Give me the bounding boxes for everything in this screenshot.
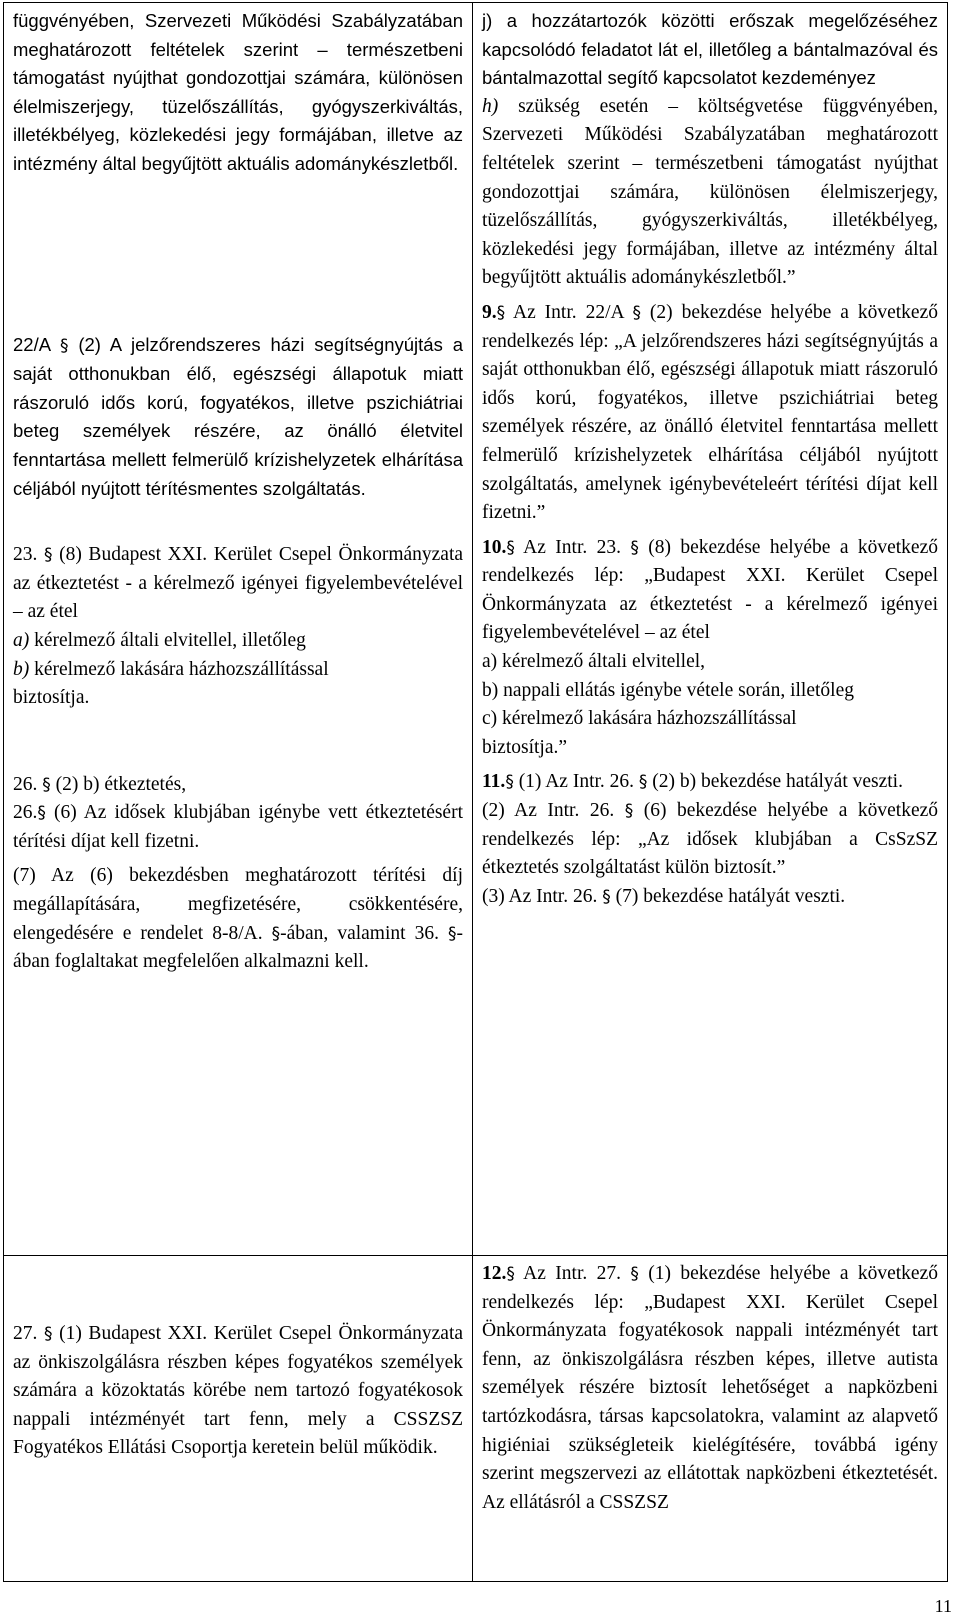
left-column-cell — [4, 1256, 473, 1582]
right-paragraph-11-1: 11.§ (1) Az Intr. 26. § (2) b) bekezdése hatályát veszti. — [482, 771, 903, 793]
right-list-item-a: a) kérelmező általi elvitellel, — [482, 651, 706, 673]
left-paragraph-23-end: biztosítja. — [13, 687, 90, 709]
table-row — [4, 1256, 948, 1582]
right-column-cell — [473, 1256, 948, 1582]
right-paragraph-10-end: biztosítja.” — [482, 736, 568, 758]
left-paragraph-26-7: (7) Az (6) bekezdésben meghatározott térítési díj megállapítására, megfizetésére, csökkentésére, elengedésére e rendelet 8-8/A. §-ában, valamint 36. §-ában foglaltakat megfelelően alkalmazni kell. — [13, 865, 463, 973]
comparison-table — [3, 2, 948, 1582]
right-paragraph-12: 12.§ Az Intr. 27. § (1) bekezdése helyébe a következő rendelkezés lép: „Budapest XXI. Kerület Csepel Önkormányzata fogyatékosok nappali intézményét tart fenn, az önkiszolgálásra részben képes, illetve autista személyek részére biztosít lehetőséget a napközbeni tartózkodásra, társas kapcsolatokra, valamint az alapvető higiéniai szükségleteik kielégítésére, továbbá igény szerint megszervezi az ellátottak napközbeni étkeztetését. Az ellátásról a CSSZSZ — [482, 1263, 938, 1513]
right-paragraph-9: 9.§ Az Intr. 22/A § (2) bekezdése helyébe a következő rendelkezés lép: „A jelzőrendszeres házi segítségnyújtás a saját otthonukban élő, egészségi állapotuk miatt rászoruló idős korú, fogyatékos, illetve pszichiátriai beteg személyek részére, az önálló életvitel fenntartása mellett felmerülő krízishelyzetek elhárítása céljából nyújtott szolgáltatás, amelynek igénybevételeért térítési díjat kell fizetni.” — [482, 301, 938, 524]
right-list-item-c: c) kérelmező lakására házhozszállítással — [482, 708, 797, 730]
right-paragraph-j: j) a hozzátartozók közötti erőszak megelőzéséhez kapcsolódó feladatot lát el, illetőleg a bántalmazóval és bántalmazottal segítő kapcsolatot kezdeményez — [482, 10, 938, 89]
left-paragraph-22a: 22/A § (2) A jelzőrendszeres házi segítségnyújtás a saját otthonukban élő, egészségi állapotuk miatt rászoruló idős korú, fogyatékos, illetve pszichiátriai beteg személyek részére, az önálló életvitel fenntartása mellett felmerülő krízishelyzetek elhárítása céljából nyújtott térítésmentes szolgáltatás. — [13, 333, 464, 499]
left-paragraph-continuation: függvényében, Szervezeti Működési Szabályzatában meghatározott feltételek szerint – természetbeni támogatást nyújthat gondozottjai számára, különösen élelmiszerjegy, tüzelőszállítás, gyógyszerkiváltás, illetékbélyeg, közlekedési jegy formájában, illetve az intézmény által begyűjtött aktuális adománykészletből. — [13, 10, 463, 174]
right-paragraph-11-2: (2) Az Intr. 26. § (6) bekezdése helyébe a következő rendelkezés lép: „Az idősek klubjában a CsSzSZ étkeztetés szolgáltatást külön biztosít.” — [482, 800, 938, 879]
left-paragraph-23: 23. § (8) Budapest XXI. Kerület Csepel Önkormányzata az étkeztetést - a kérelmező igényei figyelembevételével – az étel — [13, 544, 464, 623]
right-paragraph-10: 10.§ Az Intr. 23. § (8) bekezdése helyébe a következő rendelkezés lép: „Budapest XXI. Kerület Csepel Önkormányzata az étkeztetést - a kérelmező igényei figyelembevételével – az étel — [482, 536, 938, 644]
table-row — [4, 3, 948, 1256]
right-list-item-b: b) nappali ellátás igénybe vétele során, illetőleg — [482, 679, 854, 701]
left-list-item-a: a) kérelmező általi elvitellel, illetőleg — [13, 629, 306, 651]
left-paragraph-26-6: 26.§ (6) Az idősek klubjában igénybe vett étkeztetésért térítési díjat kell fizetni. — [13, 802, 464, 852]
left-list-item-b: b) kérelmező lakására házhozszállítással — [13, 658, 329, 680]
right-column-cell — [473, 3, 948, 1256]
left-paragraph-27: 27. § (1) Budapest XXI. Kerület Csepel Önkormányzata az önkiszolgálásra részben képes fogyatékos személyek számára a közoktatás körébe nem tartozó fogyatékosok nappali intézményét tart fenn, mely a CSSZSZ Fogyatékos Ellátási Csoportja keretein belül működik. — [13, 1323, 464, 1459]
left-paragraph-26-2b: 26. § (2) b) étkeztetés, — [13, 773, 187, 795]
left-column-cell — [4, 3, 473, 1256]
page-number: 11 — [934, 1596, 952, 1616]
right-paragraph-h: h) szükség esetén – költségvetése függvényében, Szervezeti Működési Szabályzatában meghatározott feltételek szerint – természetbeni támogatást nyújthat gondozottjai számára, különösen élelmiszerjegy, tüzelőszállítás, gyógyszerkiváltás, illetékbélyeg, közlekedési jegy formájában, illetve az intézmény által begyűjtött aktuális adománykészletből.” — [482, 95, 939, 289]
right-paragraph-11-3: (3) Az Intr. 26. § (7) bekezdése hatályát veszti. — [482, 885, 846, 907]
